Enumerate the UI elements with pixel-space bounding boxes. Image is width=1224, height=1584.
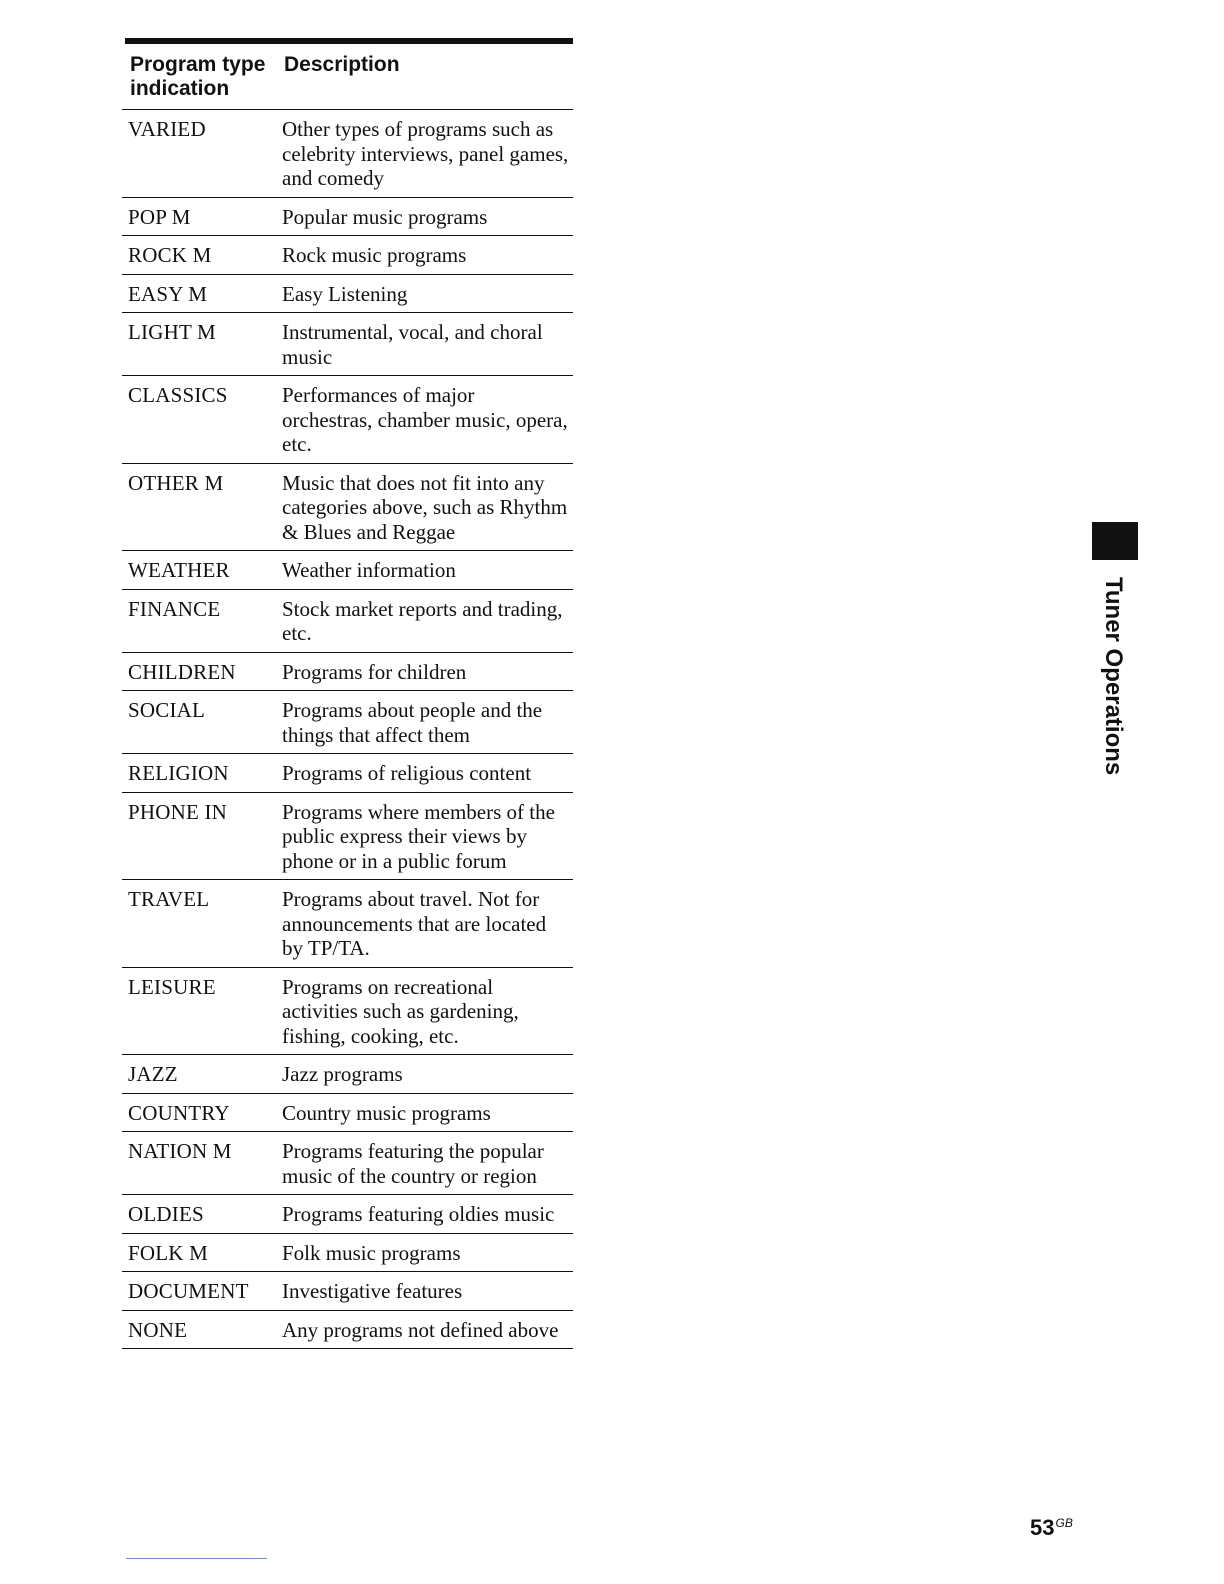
program-type-cell: LEISURE [128,974,216,999]
section-tab-label: Tuner Operations [1100,577,1127,776]
table-row [122,1311,573,1350]
program-type-cell: EASY M [128,281,208,306]
table-row [122,1132,573,1195]
table-row [122,1055,573,1094]
description-cell: Programs featuring the popular music of the country or region [282,1139,544,1188]
program-type-cell: OTHER M [128,470,224,495]
program-type-table [122,38,573,1349]
program-type-cell: COUNTRY [128,1100,230,1125]
table-row [122,376,573,464]
program-type-cell: POP M [128,204,191,229]
description-cell: Instrumental, vocal, and choral music [282,320,543,369]
header-description: Description [284,53,400,76]
table-body [122,110,573,1349]
program-type-cell: NONE [128,1317,188,1342]
program-type-cell: FINANCE [128,596,221,621]
description-cell: Folk music programs [282,1240,461,1265]
description-cell: Any programs not defined above [282,1317,559,1342]
table-row [122,1094,573,1133]
table-row [122,1195,573,1234]
table-row [122,464,573,552]
description-cell: Jazz programs [282,1062,403,1086]
description-cell: Stock market reports and trading, etc. [282,596,563,645]
description-cell: Programs featuring oldies music [282,1202,555,1226]
page-number-suffix: GB [1055,1516,1073,1530]
program-type-cell: CHILDREN [128,659,236,684]
page-number-value: 53 [1030,1515,1055,1540]
description-cell: Programs for children [282,659,467,684]
program-type-cell: CLASSICS [128,383,228,407]
program-type-cell: VARIED [128,117,206,141]
table-row [122,275,573,314]
footer-rule [126,1558,267,1559]
program-type-cell: WEATHER [128,558,230,582]
table-row [122,590,573,653]
program-type-cell: RELIGION [128,761,229,785]
description-cell: Easy Listening [282,281,408,306]
description-cell: Music that does not fit into any categories above, such as Rhythm & Blues and Reggae [282,470,568,544]
program-type-cell: OLDIES [128,1202,204,1226]
page-number [1030,1515,1073,1541]
program-type-cell: LIGHT M [128,320,216,344]
program-type-cell: TRAVEL [128,887,210,911]
table-row [122,968,573,1056]
table-row [122,551,573,590]
table-header [122,44,573,110]
program-type-cell: JAZZ [128,1062,178,1086]
table-row [122,653,573,692]
description-cell: Weather information [282,558,456,582]
description-cell: Programs about travel. Not for announcements that are located by TP/TA. [282,887,547,960]
description-cell: Programs on recreational activities such as gardening, fishing, cooking, etc. [282,974,519,1048]
description-cell: Rock music programs [282,243,467,267]
description-cell: Other types of programs such as celebrity interviews, panel games, and comedy [282,117,569,190]
table-row [122,793,573,881]
table-row [122,110,573,198]
table-row [122,198,573,237]
program-type-cell: NATION M [128,1139,232,1163]
program-type-cell: DOCUMENT [128,1279,249,1303]
table-row [122,236,573,275]
table-row [122,1272,573,1311]
table-row [122,691,573,754]
description-cell: Performances of major orchestras, chamber music, opera, etc. [282,383,568,456]
program-type-cell: SOCIAL [128,698,206,722]
table-row [122,1234,573,1273]
description-cell: Popular music programs [282,204,488,229]
program-type-cell: FOLK M [128,1240,208,1265]
table-row [122,880,573,968]
header-program-type: Program type indication [130,53,266,100]
table-row [122,754,573,793]
description-cell: Programs about people and the things that affect them [282,698,543,747]
description-cell: Programs where members of the public express their views by phone or in a public forum [282,799,555,873]
program-type-cell: ROCK M [128,243,212,267]
section-tab-marker [1092,522,1138,560]
table-row [122,313,573,376]
program-type-cell: PHONE IN [128,799,228,824]
description-cell: Country music programs [282,1100,491,1125]
description-cell: Programs of religious content [282,761,532,785]
description-cell: Investigative features [282,1279,463,1303]
